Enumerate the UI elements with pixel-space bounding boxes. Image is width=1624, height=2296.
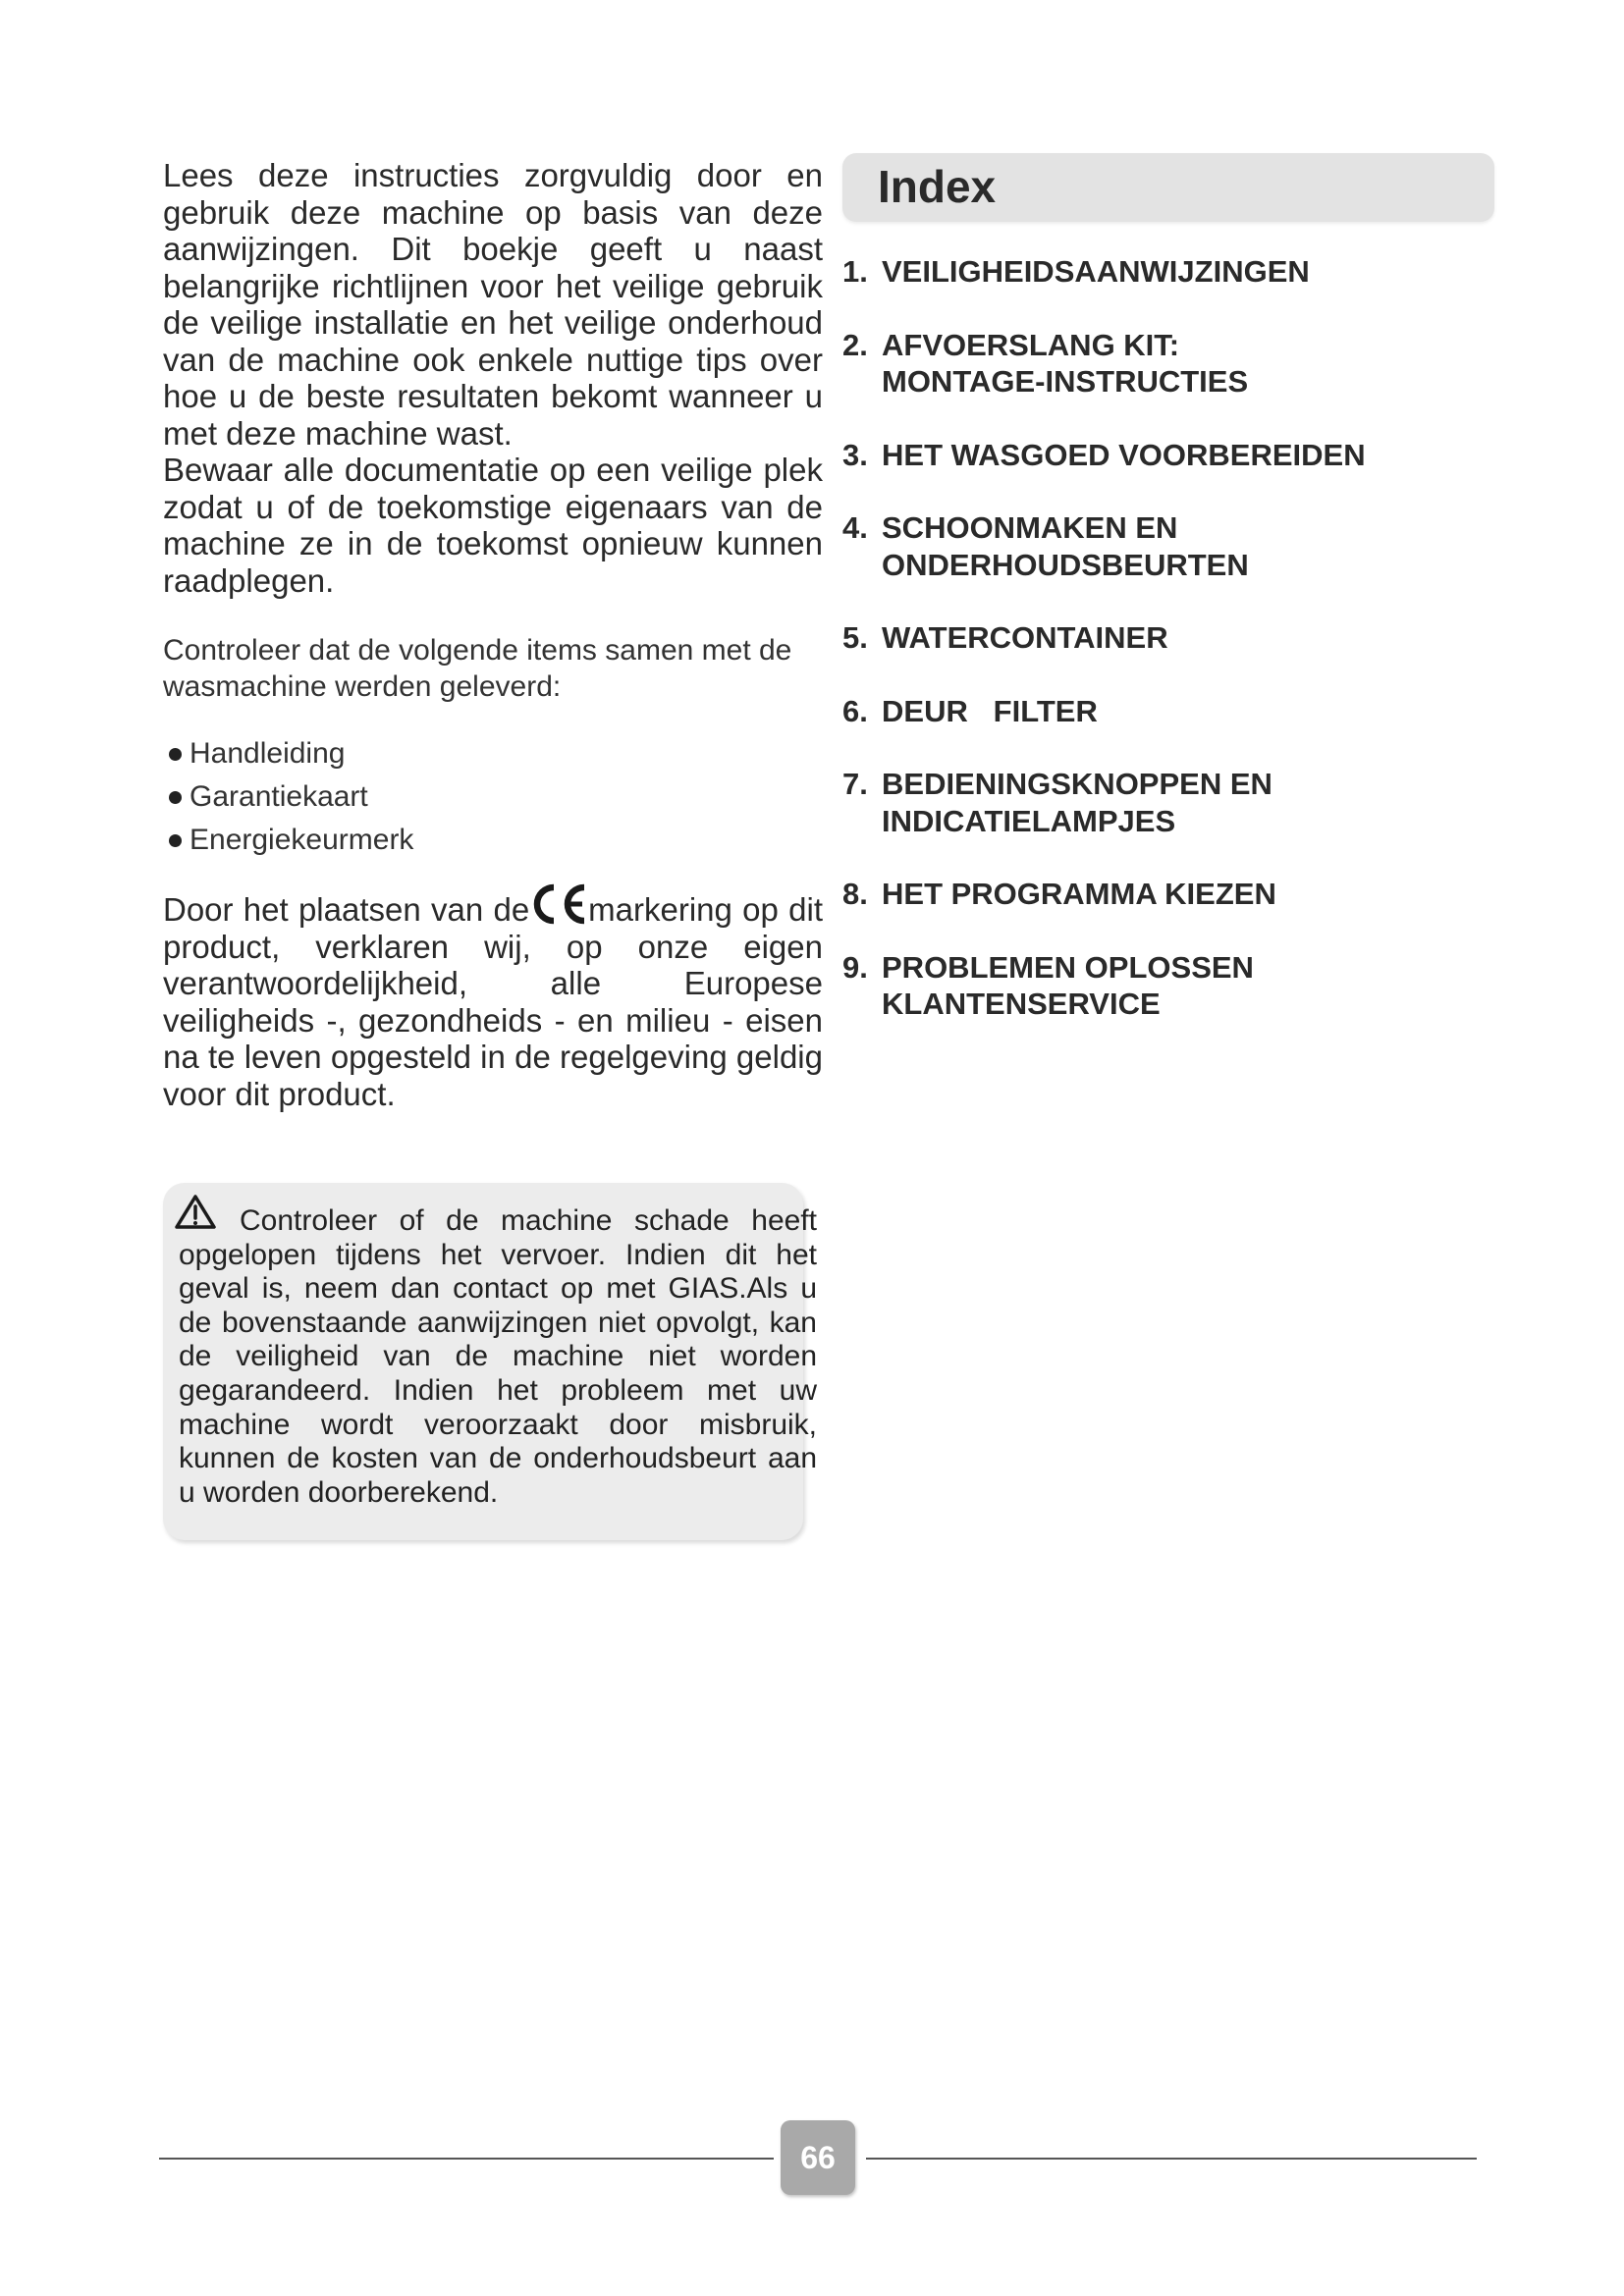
footer-divider-left [159, 2158, 774, 2160]
page-number: 66 [781, 2120, 855, 2195]
index-title: Index [878, 161, 997, 212]
toc-entry[interactable] [842, 253, 1494, 291]
toc-entry-number: 7. [842, 767, 868, 801]
toc-entry-title: SCHOONMAKEN EN ONDERHOUDSBEURTEN [882, 510, 1249, 582]
list-item [163, 819, 823, 862]
toc-entry[interactable] [842, 693, 1494, 730]
toc-entry-number: 1. [842, 254, 868, 289]
toc-entry-title: DEUR FILTER [882, 693, 1098, 728]
bullet-icon [169, 748, 182, 761]
intro-text [163, 157, 823, 599]
warning-text: Controleer of de machine schade heeft opgelopen tijdens het vervoer. Indien dit het geval is, neem dan contact op met GIAS.Als u de bovenstaande aanwijzingen niet opvolgt, kan de veiligheid van de machine niet worden gegarandeerd. Indien het probleem met uw machine wordt veroorzaakt door misbruik, kunnen de kosten van de onderhoudsbeurt aan u worden doorberekend. [179, 1204, 817, 1509]
bullet-icon [169, 791, 182, 804]
toc-entry-number: 6. [842, 693, 868, 728]
list-item-label: Energiekeurmerk [189, 824, 414, 856]
ce-statement-after: markering op dit product, verklaren wij, op onze eigen verantwoordelijkheid, alle Europese veiligheids -, gezondheids - en milieu - eisen na te leven opgesteld in de regelgeving geldig voor dit product. [163, 891, 823, 1112]
left-column [163, 157, 823, 1112]
toc-entry[interactable] [842, 327, 1494, 400]
table-of-contents [842, 253, 1494, 1023]
supplied-items-list [163, 732, 823, 862]
list-item-label: Handleiding [189, 737, 346, 770]
toc-entry[interactable] [842, 949, 1494, 1023]
toc-entry[interactable] [842, 766, 1494, 839]
toc-entry-number: 8. [842, 877, 868, 911]
intro-paragraph-2: Bewaar alle documentatie op een veilige plek zodat u of de toekomstige eigenaars van de machine ze in de toekomst opnieuw kunnen raadplegen. [163, 452, 823, 599]
toc-entry-number: 4. [842, 510, 868, 545]
index-header [842, 153, 1494, 222]
toc-entry-number: 3. [842, 437, 868, 472]
toc-entry-title: HET PROGRAMMA KIEZEN [882, 877, 1276, 911]
toc-entry-title: WATERCONTAINER [882, 620, 1168, 655]
supplied-items-intro: Controleer dat de volgende items samen met de wasmachine werden geleverd: [163, 634, 792, 703]
toc-entry-title: VEILIGHEIDSAANWIJZINGEN [882, 254, 1310, 289]
toc-entry-number: 9. [842, 949, 868, 985]
toc-entry[interactable] [842, 437, 1494, 474]
toc-entry[interactable] [842, 619, 1494, 657]
toc-entry-number: 2. [842, 327, 868, 362]
list-item [163, 775, 823, 819]
toc-entry-number: 5. [842, 620, 868, 655]
toc-entry-title: BEDIENINGSKNOPPEN EN INDICATIELAMPJES [882, 767, 1272, 838]
ce-statement-before: Door het plaatsen van de [163, 891, 530, 928]
toc-entry[interactable] [842, 509, 1494, 583]
toc-entry-title: HET WASGOED VOORBEREIDEN [882, 437, 1366, 472]
footer-divider-right [866, 2158, 1477, 2160]
list-item [163, 732, 823, 775]
bullet-icon [169, 834, 182, 847]
intro-paragraph-1: Lees deze instructies zorgvuldig door en gebruik deze machine op basis van deze aanwijzingen. Dit boekje geeft u naast belangrijke richtlijnen voor het veilige gebruik de veilige installatie en het veilige onderhoud van de machine ook enkele nuttige tips over hoe u de beste resultaten bekomt wanneer u met deze machine wast. [163, 157, 823, 452]
supplied-items-section [163, 632, 823, 862]
toc-entry[interactable] [842, 876, 1494, 913]
right-column [842, 153, 1494, 1059]
ce-statement [163, 881, 823, 1112]
list-item-label: Garantiekaart [189, 780, 368, 813]
warning-box [163, 1183, 817, 1540]
ce-mark-icon [527, 881, 590, 927]
toc-entry-title: PROBLEMEN OPLOSSEN KLANTENSERVICE [882, 949, 1254, 1021]
toc-entry-title: AFVOERSLANG KIT: MONTAGE-INSTRUCTIES [882, 327, 1249, 399]
